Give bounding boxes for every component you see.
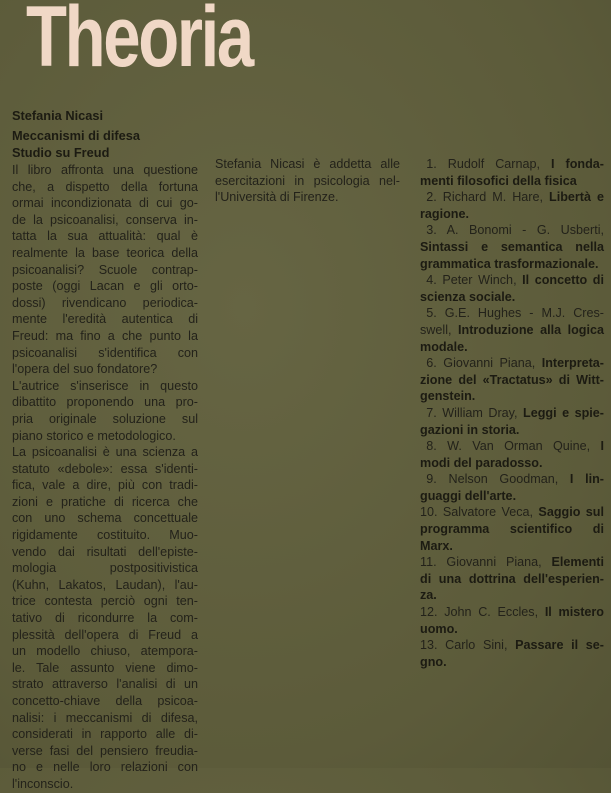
entry-title: Il mistero — [544, 605, 605, 620]
text-line — [420, 206, 604, 223]
entry-title: menti filosofici della fisica — [420, 173, 577, 188]
book-description — [12, 162, 198, 793]
text-line — [420, 405, 604, 422]
text-line: dossi) rivendicano periodica- — [12, 295, 198, 310]
author-bio — [215, 156, 400, 206]
series-list-item — [420, 189, 604, 222]
text-line — [420, 504, 604, 521]
entry-title: modi del paradosso. — [420, 455, 543, 470]
text-line — [420, 521, 604, 538]
text-line — [420, 239, 604, 256]
entry-author: 7. William Dray, — [420, 405, 524, 420]
text-line — [420, 388, 604, 405]
text-line: vendo dai risultati dell'episte- — [12, 544, 198, 559]
text-line: no e nelle loro relazioni con — [12, 760, 198, 775]
book-title: Meccanismi di difesa — [12, 128, 141, 143]
text-line: ormai incondizionata di cui go- — [12, 196, 198, 211]
series-list-item — [420, 604, 604, 637]
entry-title: I lin- — [569, 472, 604, 487]
text-line: le. Tale assunto viene dimo- — [12, 660, 198, 675]
text-line: con uno schema concettuale — [12, 511, 198, 526]
entry-title: guaggi dell'arte. — [420, 488, 517, 503]
text-line — [420, 189, 604, 206]
text-line: piano storico e metodologico. — [12, 428, 176, 443]
entry-title: Passare il se- — [515, 638, 604, 653]
book-subtitle: Studio su Freud — [12, 145, 110, 160]
entry-title: I fonda- — [551, 157, 605, 171]
text-line: zioni e pratiche di ricerca che — [12, 494, 198, 509]
entry-title: zione del «Tractatus» di Witt- — [420, 372, 604, 387]
text-line: pria originale soluzione sul — [12, 411, 198, 426]
text-line — [420, 322, 604, 339]
text-line — [420, 604, 604, 621]
text-line — [420, 654, 604, 671]
text-line: Stefania Nicasi è addetta alle — [215, 157, 400, 171]
entry-title: Il concetto di — [522, 273, 604, 288]
book-description-column — [12, 107, 198, 793]
entry-title: Leggi e spie- — [523, 405, 604, 420]
entry-author: 1. Rudolf Carnap, — [420, 157, 552, 171]
series-list-item — [420, 405, 604, 438]
series-list-item — [420, 272, 604, 305]
text-line: strato attraverso l'analisi di un — [12, 677, 198, 692]
text-line: un modello chiuso, atempora- — [12, 644, 198, 659]
entry-author: 12. John C. Eccles, — [420, 605, 545, 620]
text-line — [420, 272, 604, 289]
entry-author: 9. Nelson Goodman, — [420, 472, 570, 487]
entry-author: 4. Peter Winch, — [420, 273, 523, 288]
entry-title: ragione. — [420, 206, 469, 221]
text-line — [420, 422, 604, 439]
text-line: tativo di ricondurre la com- — [12, 611, 198, 626]
text-line: considerati in rapporto alle di- — [12, 727, 198, 742]
entry-title: grammatica trasformazionale. — [420, 256, 599, 271]
entry-title: scienza sociale. — [420, 289, 516, 304]
book-author: Stefania Nicasi — [12, 108, 104, 123]
series-title: Theoria — [26, 0, 252, 85]
entry-author: 10. Salvatore Veca, — [420, 505, 539, 520]
entry-author: 13. Carlo Sini, — [420, 638, 516, 653]
text-line: de la psicoanalisi, conserva in- — [12, 212, 198, 227]
text-line — [420, 222, 604, 239]
text-line — [420, 156, 604, 173]
entry-title: modale. — [420, 339, 468, 354]
text-line: (Kuhn, Lakatos, Laudan), l'au- — [12, 577, 198, 592]
text-line: esercitazioni in psicologia nel- — [215, 173, 400, 188]
text-line: Il libro affronta una questione — [12, 163, 198, 177]
entry-title: I — [600, 439, 604, 454]
series-list-item — [420, 554, 604, 604]
text-line — [420, 256, 604, 273]
entry-title: programma scientifico di — [420, 522, 604, 537]
text-line: nalisi: i meccanismi di difesa, — [12, 710, 198, 725]
series-list-item — [420, 156, 604, 189]
text-line: dibattito proponendo una pro- — [12, 395, 198, 410]
entry-author: 8. W. Van Orman Quine, — [420, 439, 601, 454]
series-list-item — [420, 504, 604, 554]
entry-author: swell, — [420, 322, 459, 337]
entry-title: Elementi — [551, 555, 604, 570]
series-list-item — [420, 637, 604, 670]
series-list-item — [420, 222, 604, 272]
text-line: trice contesta perciò ogni ten- — [12, 594, 198, 609]
entry-title: Marx. — [420, 538, 453, 553]
text-line: poste (oggi Lacan e gli orto- — [12, 279, 198, 294]
series-list-item — [420, 438, 604, 471]
text-line: concetto-chiave della psicoa- — [12, 694, 198, 708]
text-line — [420, 571, 604, 588]
text-line: mologia postpositivistica — [12, 561, 198, 576]
entry-title: gazioni in storia. — [420, 422, 520, 437]
entry-author: 5. G.E. Hughes - M.J. Cres- — [420, 306, 604, 321]
series-list — [420, 156, 604, 670]
series-list-item — [420, 355, 604, 405]
text-line — [420, 455, 604, 472]
text-line: mente l'eredità autentica di — [12, 312, 198, 327]
entry-title: Interpreta- — [541, 356, 604, 371]
text-line — [420, 173, 604, 190]
entry-title: uomo. — [420, 621, 458, 636]
text-line — [420, 471, 604, 488]
text-line: psicoanalisi? Scuole contrap- — [12, 262, 198, 277]
series-list-item — [420, 305, 604, 355]
text-line: plessità dell'opera di Freud a — [12, 627, 198, 642]
text-line — [420, 372, 604, 389]
entry-author: 11. Giovanni Piana, — [420, 555, 552, 570]
text-line — [420, 355, 604, 372]
entry-title: genstein. — [420, 389, 476, 404]
text-line — [420, 587, 604, 604]
text-line — [420, 488, 604, 505]
entry-title: Introduzione alla logica — [458, 322, 604, 337]
text-line: l'inconscio. — [12, 776, 74, 791]
text-line: l'opera del suo fondatore? — [12, 362, 158, 377]
text-line: che, a dispetto della fortuna — [12, 179, 198, 194]
text-line: tatta la sua attualità: qual è — [12, 229, 198, 244]
entry-title: Libertà e — [549, 190, 604, 205]
text-line — [420, 289, 604, 306]
entry-title: Sintassi e semantica nella — [420, 239, 604, 254]
text-line: verse fasi del pensiero freudia- — [12, 743, 198, 758]
entry-title: za. — [420, 588, 437, 603]
entry-author: 2. Richard M. Hare, — [420, 190, 549, 205]
text-line — [420, 538, 604, 555]
text-line: Freud: ma fino a che punto la — [12, 328, 198, 343]
text-line: l'Università di Firenze. — [215, 190, 339, 205]
text-line — [420, 305, 604, 322]
text-line: psicoanalisi s'identifica con — [12, 345, 198, 360]
entry-author: 3. A. Bonomi - G. Usberti, — [420, 223, 604, 238]
text-line: rigidamente costituito. Muo- — [12, 528, 198, 543]
series-list-item — [420, 471, 604, 504]
text-line — [420, 438, 604, 455]
text-line: statuto «debole»: essa s'identi- — [12, 461, 198, 476]
entry-author: 6. Giovanni Piana, — [420, 356, 542, 371]
text-line — [420, 621, 604, 638]
entry-title: Saggio sul — [538, 505, 604, 520]
entry-title: gno. — [420, 654, 447, 669]
entry-title: di una dottrina dell'esperien- — [420, 571, 604, 586]
text-line: La psicoanalisi è una scienza a — [12, 445, 198, 460]
text-line — [420, 637, 604, 654]
text-line — [420, 554, 604, 571]
text-line — [420, 339, 604, 356]
text-line: realmente la base teorica della — [12, 245, 198, 260]
text-line: fica, vale a dire, più con tradi- — [12, 478, 198, 493]
text-line: L'autrice s'inserisce in questo — [12, 378, 198, 393]
